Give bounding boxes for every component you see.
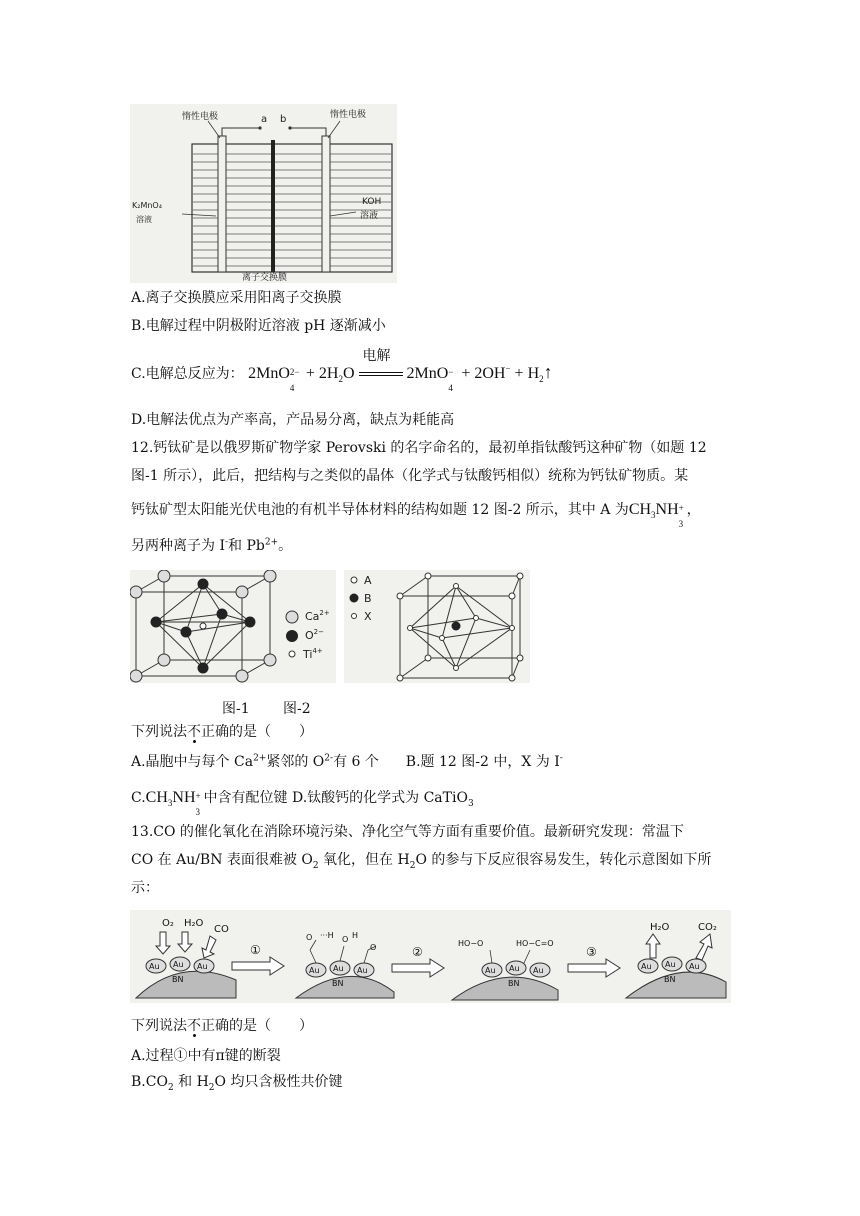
q13-option-a: A.过程①中有π键的断裂 — [131, 1048, 281, 1064]
eq-condition-label: 电解 — [362, 348, 391, 365]
legend-x-label: X — [364, 610, 372, 623]
q12-line-4: 另两种离子为 I-和 $Pb^{2+}$。 — [131, 537, 293, 554]
svg-text:BN: BN — [664, 975, 676, 984]
svg-text:Au: Au — [333, 964, 344, 973]
scheme-co: CO — [214, 924, 229, 935]
label-inert-electrode-right: 惰性电极 — [330, 110, 367, 120]
legend-a-label: A — [364, 574, 372, 587]
legend-o-symbol — [286, 630, 298, 642]
legend-a-symbol — [351, 577, 357, 583]
label-a: a — [261, 114, 268, 125]
co-oxidation-scheme-diagram — [130, 910, 731, 1003]
svg-text:O: O — [370, 943, 377, 952]
scheme-o2: O₂ — [162, 918, 174, 929]
q12-option-c: $C.CH_3NH$ + 3 中含有配位键 — [131, 789, 288, 817]
svg-text:Au: Au — [309, 966, 320, 975]
fig1-caption: 图-1 — [222, 701, 250, 717]
left-electrode — [218, 136, 226, 272]
legend-x-symbol — [352, 614, 357, 619]
q12-option-b: B.题 12 图-2 中，X 为 I- — [405, 753, 563, 770]
legend-b-label: B — [364, 592, 372, 605]
eq-plus-h2: + 2H — [301, 365, 339, 382]
step-3: ③ — [586, 945, 597, 959]
q13-option-b: $B.CO_2$ 和 $H_2O$ 均只含极性共价键 — [131, 1074, 343, 1093]
q12-line-2: 图-1 所示），此后，把结构与之类似的晶体（化学式与钛酸钙相似）统称为钙钛矿物质。某 — [131, 468, 689, 484]
svg-text:O: O — [306, 933, 313, 942]
q11-option-c — [131, 348, 553, 393]
wire-right — [290, 128, 326, 136]
scheme-hoc-o: HO−C=O — [516, 939, 554, 948]
q11-equation: 2MnO 2− 4 + $2H_2O$ 电解 2MnO − 4 + $2OH^- + H_2↑$ — [248, 348, 553, 393]
eq-o: O — [342, 365, 355, 382]
ti-ion — [200, 623, 206, 629]
fig2-caption: 图-2 — [283, 701, 311, 717]
legend-o-label: $O^{2-}$ — [305, 628, 324, 642]
q12-line-3-text: 钙钛矿型太阳能光伏电池的有机半导体材料的结构如题 12 图-2 所示，其中 A 为 — [131, 502, 629, 518]
q12-emphasis-not: 不 — [187, 724, 201, 740]
label-koh-solution: 溶液 — [360, 211, 379, 221]
q11-option-d: D.电解法优点为产率高，产品易分离，缺点为耗能高 — [131, 412, 455, 428]
svg-text:Au: Au — [665, 960, 676, 969]
q12-line-3: 钙钛矿型太阳能光伏电池的有机半导体材料的结构如题 12 图-2 所示，其中 A 为$CH_3NH$ + 3 ， — [131, 501, 701, 529]
legend-ti-label: $Ti^{4+}$ — [303, 647, 323, 661]
legend-ca-symbol — [286, 611, 298, 623]
svg-text:···H: ···H — [320, 931, 334, 940]
scheme-co2-out: CO₂ — [698, 922, 717, 933]
svg-text:Au: Au — [485, 966, 496, 975]
eq-rhs3: + H — [510, 365, 540, 382]
incoming-arrows — [156, 932, 216, 958]
legend-ti-symbol — [289, 651, 295, 657]
label-b: b — [280, 114, 287, 125]
svg-text:BN: BN — [332, 979, 344, 988]
q12-options-ab — [131, 752, 563, 772]
eq-rhs1: 2MnO — [406, 365, 449, 382]
label-k2mno4: K₂MnO₄ — [132, 201, 162, 210]
q12-options-cd — [131, 788, 474, 817]
svg-text:Au: Au — [173, 960, 184, 969]
catio3-unit-cell — [130, 570, 336, 683]
q13-question: 下列说法不正确的是（ ） — [131, 1018, 313, 1034]
svg-text:Au: Au — [357, 966, 368, 975]
q12-line-1: 12.钙钛矿是以俄罗斯矿物学家 Perovski 的名字命名的，最初单指钛酸钙这种矿物（如题 12 — [131, 440, 707, 456]
ion-exchange-membrane — [271, 140, 275, 272]
q13-emphasis-not: 不 — [187, 1018, 201, 1034]
q13-line-1: 13.CO 的催化氧化在消除环境污染、净化空气等方面有重要价值。最新研究发现：常温下 — [131, 824, 684, 840]
label-k2mno4-solution: 溶液 — [136, 215, 152, 224]
perovskite-figure-1 — [130, 570, 336, 683]
bn-labels — [172, 975, 675, 988]
svg-text:Au: Au — [689, 962, 700, 971]
svg-text:Au: Au — [149, 962, 160, 971]
electrolysis-cell-diagram — [130, 104, 397, 283]
svg-text:Au: Au — [197, 962, 208, 971]
q12-question: 下列说法不正确的是（ ） — [131, 724, 313, 740]
wire-left — [222, 128, 260, 136]
legend-ca-label: $Ca^{2+}$ — [305, 609, 330, 623]
eq-gas-arrow: ↑ — [543, 362, 553, 382]
eq-rhs3-sub: 2 — [539, 374, 544, 385]
svg-text:Au: Au — [509, 964, 520, 973]
right-electrode — [322, 136, 330, 272]
legend-b-symbol — [350, 594, 359, 603]
label-inert-electrode-left: 惰性电极 — [182, 112, 219, 122]
q13-line-2: CO 在 Au/BN 表面很难被 $O_2$ 氧化，但在 $H_2O$ 的参与下反应很容易发生，转化示意图如下所 — [131, 852, 712, 871]
svg-text:Au: Au — [533, 966, 544, 975]
label-ion-exchange-membrane: 离子交换膜 — [242, 273, 288, 283]
scheme-h2o: H₂O — [184, 918, 204, 929]
electrolysis-cell-figure — [130, 104, 397, 283]
step-2: ② — [412, 945, 423, 959]
svg-text:BN: BN — [508, 979, 520, 988]
q13-line-3: 示： — [131, 880, 159, 896]
step-arrows — [232, 957, 620, 977]
svg-text:Au: Au — [641, 962, 652, 971]
eq-arrow-condition — [359, 348, 403, 382]
eq-rhs2: + 2OH — [457, 365, 506, 382]
label-koh: KOH — [362, 197, 382, 207]
q11-option-b: B.电解过程中阴极附近溶液 pH 逐渐减小 — [131, 318, 386, 334]
eq-rhs2-sup: − — [505, 363, 511, 374]
eq-lhs: 2MnO — [248, 365, 290, 382]
q11-option-a: A.离子交换膜应采用阳离子交换膜 — [131, 290, 342, 306]
scheme-ho-o: HO−O — [458, 939, 484, 948]
svg-text:BN: BN — [172, 975, 184, 984]
q11-option-c-prefix: C.电解总反应为： — [131, 366, 244, 382]
q12-option-a: A.晶胞中与每个 $Ca^{2+}$紧邻的 $O^{2-}$有 6 个 — [131, 753, 379, 770]
svg-text:H: H — [352, 931, 359, 940]
co-oxidation-scheme — [130, 910, 731, 1003]
x-ions — [408, 584, 515, 671]
b-ion — [452, 622, 461, 631]
eq-h2o-sub: 2 — [338, 374, 343, 385]
q12-option-d: D.钛酸钙的化学式为 CaTiO$_3$ — [291, 790, 474, 809]
outgoing-arrows — [646, 934, 712, 960]
q12-formula-a: $CH_3NH$ + 3 — [628, 501, 684, 529]
step-1: ① — [250, 943, 261, 957]
perovskite-figure-2 — [344, 570, 530, 683]
svg-text:O: O — [342, 935, 349, 944]
scheme-h2o-out: H₂O — [650, 922, 670, 933]
hybrid-perovskite-unit-cell — [344, 570, 530, 683]
